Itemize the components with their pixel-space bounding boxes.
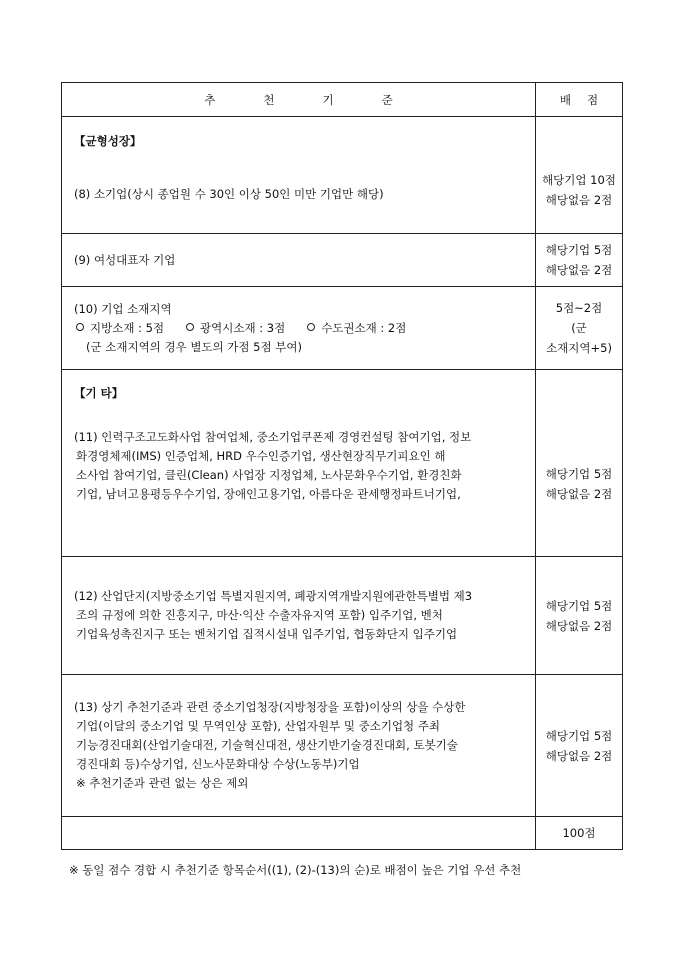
table-row-total (62, 817, 623, 850)
item-9-text: (9) 여성대표자 기업 (74, 252, 176, 267)
item-9-score-2: 해당없음 2점 (545, 263, 613, 277)
section-heading-balanced: 【균형성장】 (74, 134, 142, 148)
header-criteria: 추천기준 (62, 83, 536, 117)
item-11-text: (11) 인력구조고도화사업 참여업체, 중소기업쿠폰제 경영컨설팅 참여기업, 정보 화경영체제(IMS) 인증업체, HRD 우수인증기업, 생산현장직무기피요인 해 소사업 참여기업, 클린(Clean) 사업장 지정업체, 노사문화우수기업, 환경친화 기업, 남녀고용평등우수기업, 장애인고용기업, 아름다운 관세행정파트너기업, (74, 430, 472, 501)
table-row (62, 117, 623, 234)
header-score: 배점 (536, 83, 623, 117)
item-11-score-2: 해당없음 2점 (545, 487, 613, 501)
table-row (62, 234, 623, 287)
item-8-text: (8) 소기업(상시 종업원 수 30인 이상 50인 미만 기업만 해당) (74, 187, 384, 201)
item-11-score-1: 해당기업 5점 (545, 467, 613, 481)
item-10-score-3: 소재지역+5) (546, 341, 612, 355)
circle-bullet-icon (76, 323, 84, 331)
item-10-score-2: (군 (571, 321, 587, 335)
criteria-table (61, 82, 623, 850)
item-13-score-1: 해당기업 5점 (545, 728, 613, 743)
circle-bullet-icon (186, 323, 194, 331)
item-13-score-2: 해당없음 2점 (545, 748, 613, 763)
item-8-score-2: 해당없음 2점 (545, 193, 613, 207)
circle-bullet-icon (307, 323, 315, 331)
item-13-text: (13) 상기 추천기준과 관련 중소기업청장(지방청장을 포함)이상의 상을 수상한 기업(이달의 중소기업 및 무역인상 포함), 산업자원부 및 중소기업청 주최 기능경진대회(산업기술대전, 기술혁신대전, 생산기반기술경진대회, 토봇기술 경진대회 등)수상기업, 신노사문화대상 수상(노동부)기업 ※ 추천기준과 관련 없는 상은 제외 (62, 698, 535, 793)
item-10-score-1: 5점~2점 (555, 301, 603, 315)
item-12-score-2: 해당없음 2점 (545, 618, 613, 633)
table-row (62, 287, 623, 370)
item-13-note: ※ 추천기준과 관련 없는 상은 제외 (76, 776, 249, 790)
item-8-score-1: 해당기업 10점 (542, 173, 616, 187)
item-10-bullets (62, 319, 535, 338)
item-10-title: (10) 기업 소재지역 (74, 301, 172, 316)
bullet-local: 지방소재 : 5점 (76, 319, 164, 338)
item-12-text: (12) 산업단지(지방중소기업 특별지원지역, 폐광지역개발지원에관한특별법 제3 조의 규정에 의한 진흥지구, 마산·익산 수출자유지역 포함) 입주기업, 벤처 기업육성촉진지구 또는 벤처기업 집적시설내 입주기업, 협동화단지 입주기업 (74, 589, 473, 641)
table-row (62, 557, 623, 675)
item-9-score-1: 해당기업 5점 (545, 243, 613, 257)
table-header-row (62, 83, 623, 117)
bullet-capital: 수도권소재 : 2점 (307, 319, 406, 338)
item-12-score-1: 해당기업 5점 (545, 598, 613, 613)
table-row (62, 675, 623, 817)
footnote: ※ 동일 점수 경합 시 추천기준 항목순서((1), (2)-(13)의 순)로 배점이 높은 기업 우선 추천 (69, 863, 522, 877)
total-score: 100점 (536, 817, 623, 850)
section-heading-etc: 【기 타】 (74, 386, 124, 400)
table-row (62, 370, 623, 557)
item-10-note: (군 소재지역의 경우 별도의 가점 5점 부여) (86, 339, 302, 354)
bullet-metro: 광역시소재 : 3점 (186, 319, 285, 338)
